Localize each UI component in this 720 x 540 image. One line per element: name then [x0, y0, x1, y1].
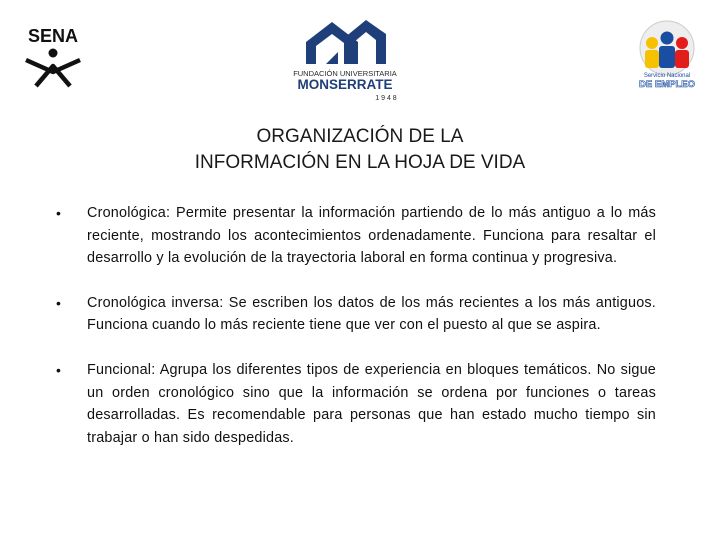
monserrate-line2: MONSERRATE — [297, 77, 393, 92]
bullet-marker: • — [56, 361, 62, 378]
title-line-2: INFORMACIÓN EN LA HOJA DE VIDA — [194, 152, 526, 173]
empleo-line2: DE EMPLEO — [639, 79, 695, 90]
sena-logo-text: SENA — [27, 26, 79, 46]
sena-logo-icon — [16, 22, 90, 88]
bullet-item-cronologica-inversa — [56, 292, 656, 337]
bullet-text: Funcional: Agrupa los diferentes tipos de experiencia en bloques temáticos. No sigue un orden cronológico sino que la información se ordena por funciones o tareas desarrolladas. Es recomendable para personas que han estado mucho tiempo sin trabajar o han sido despedidas. — [87, 361, 656, 446]
sena-logo — [16, 22, 90, 88]
empleo-line1: Servicio Nacional — [643, 73, 691, 79]
bullet-marker: • — [56, 294, 62, 311]
bullet-item-funcional — [56, 359, 656, 449]
monserrate-logo — [288, 16, 406, 104]
monserrate-line1: FUNDACIÓN UNIVERSITARIA — [293, 69, 397, 78]
monserrate-logo-icon — [288, 16, 406, 104]
bullet-text: Cronológica: Permite presentar la información partiendo de lo más antiguo a lo más reciente, mostrando los acontecimientos ordenadamente. Funciona para resaltar el desarrollo y la evolución de la trayectoria laboral en forma continua y progresiva. — [87, 205, 656, 267]
bullet-text: Cronológica inversa: Se escriben los datos de los más recientes a los más antiguos. Funciona cuando lo más reciente tiene que ver con el puesto al que se aspira. — [87, 294, 656, 334]
bullet-item-cronologica — [56, 202, 656, 270]
bullet-list — [56, 202, 656, 471]
bullet-marker: • — [56, 205, 62, 221]
slide-title — [150, 124, 570, 176]
empleo-logo — [630, 18, 704, 90]
monserrate-year: 1 9 4 8 — [375, 95, 397, 102]
empleo-logo-icon — [630, 18, 704, 90]
title-line-1: ORGANIZACIÓN DE LA — [256, 126, 464, 147]
